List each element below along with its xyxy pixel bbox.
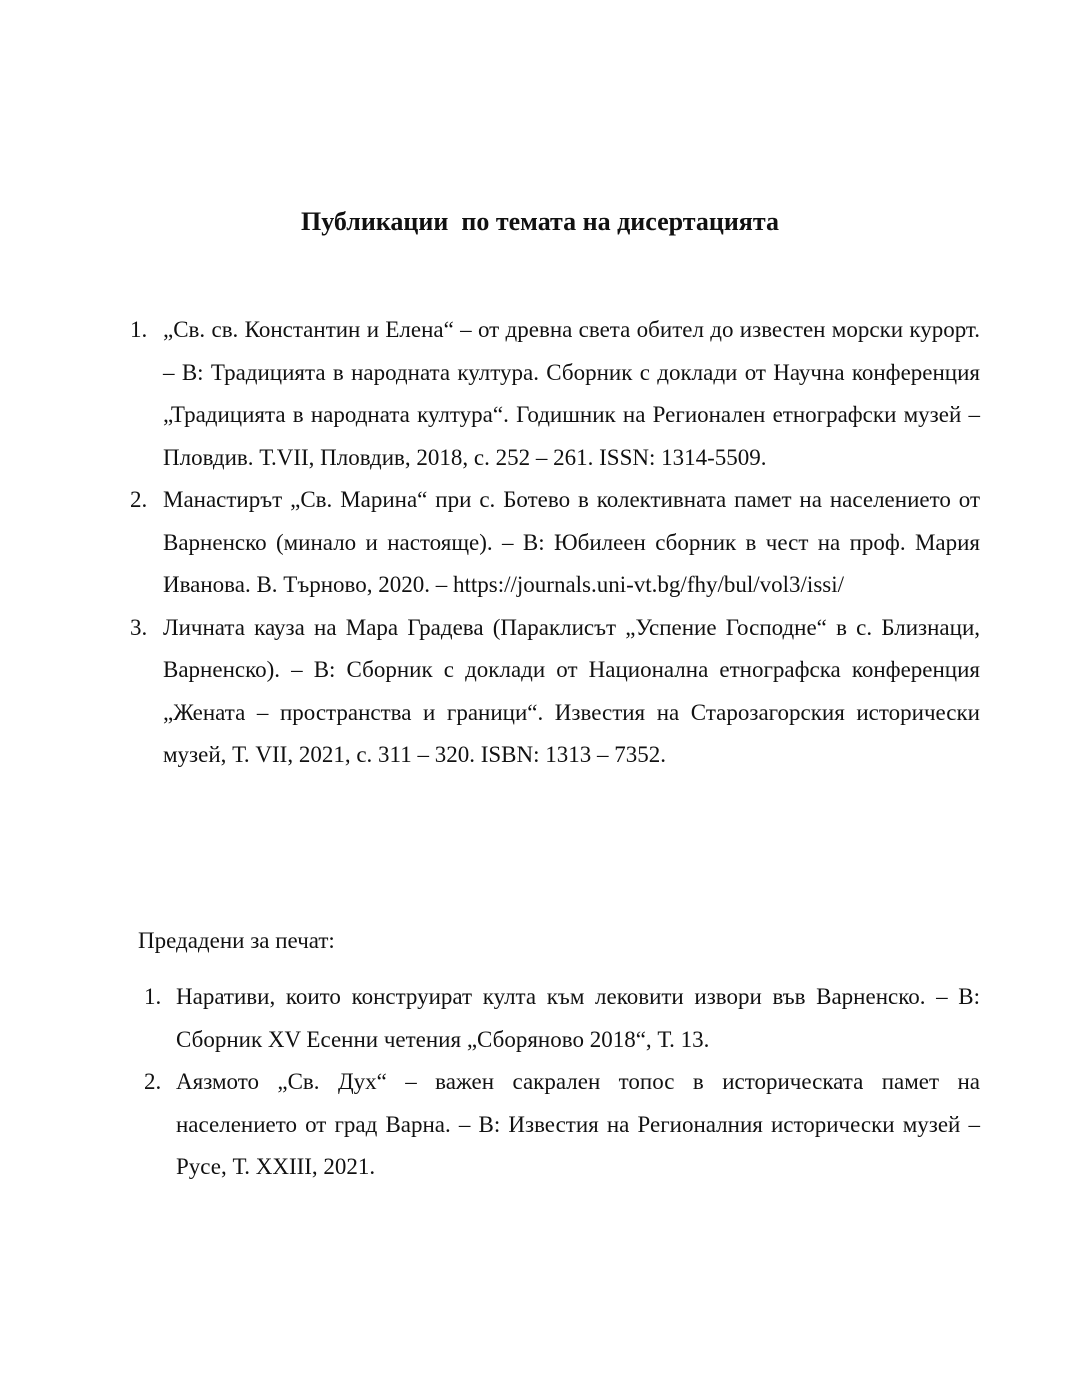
list-number: 2. bbox=[144, 1069, 162, 1094]
list-number: 1. bbox=[144, 984, 162, 1009]
list-number: 1. bbox=[130, 317, 148, 342]
publication-item bbox=[130, 607, 980, 777]
pending-text: Аязмото „Св. Дух“ – важен сакрален топос в историческата памет на населението от град Варна. – В: Известия на Регионалния исторически музей – Русе, Т. XXIII, 2021. bbox=[176, 1069, 980, 1179]
publications-list bbox=[130, 309, 980, 777]
publication-text: Манастирът „Св. Марина“ при с. Ботево в колективната памет на населението от Варненско (минало и настояще). – В: Юбилеен сборник в чест на проф. Мария Иванова. В. Търново, 2020. – https://journals.uni-vt.bg/fhy/bul/vol3/issi/ bbox=[163, 487, 980, 597]
publication-item bbox=[130, 479, 980, 607]
publication-item bbox=[130, 309, 980, 479]
page-title: Публикации по темата на дисертацията bbox=[301, 207, 779, 236]
pending-item bbox=[144, 1061, 980, 1189]
publication-text: „Св. св. Константин и Елена“ – от древна света обител до известен морски курорт. – В: Традицията в народната култура. Сборник с доклади от Научна конференция „Традицията в народната култура“. Годишник на Регионален етнографски музей – Пловдив. Т.VII, Пловдив, 2018, с. 252 – 261. ISSN: 1314-5509. bbox=[163, 317, 980, 470]
pending-text: Наративи, които конструират култа към лековити извори във Варненско. – В: Сборник XV Есенни четения „Сборяново 2018“, Т. 13. bbox=[176, 984, 980, 1052]
pending-item bbox=[144, 976, 980, 1061]
publication-text: Личната кауза на Мара Градева (Параклисът „Успение Господне“ в с. Близнаци, Варненско). – В: Сборник с доклади от Национална етнографска конференция „Жената – пространства и граници“. Известия на Старозагорския исторически музей, Т. VII, 2021, с. 311 – 320. ISBN: 1313 – 7352. bbox=[163, 614, 980, 767]
list-number: 2. bbox=[130, 487, 148, 512]
list-number: 3. bbox=[130, 614, 148, 640]
pending-list bbox=[144, 976, 980, 1189]
pending-heading: Предадени за печат: bbox=[138, 928, 335, 953]
